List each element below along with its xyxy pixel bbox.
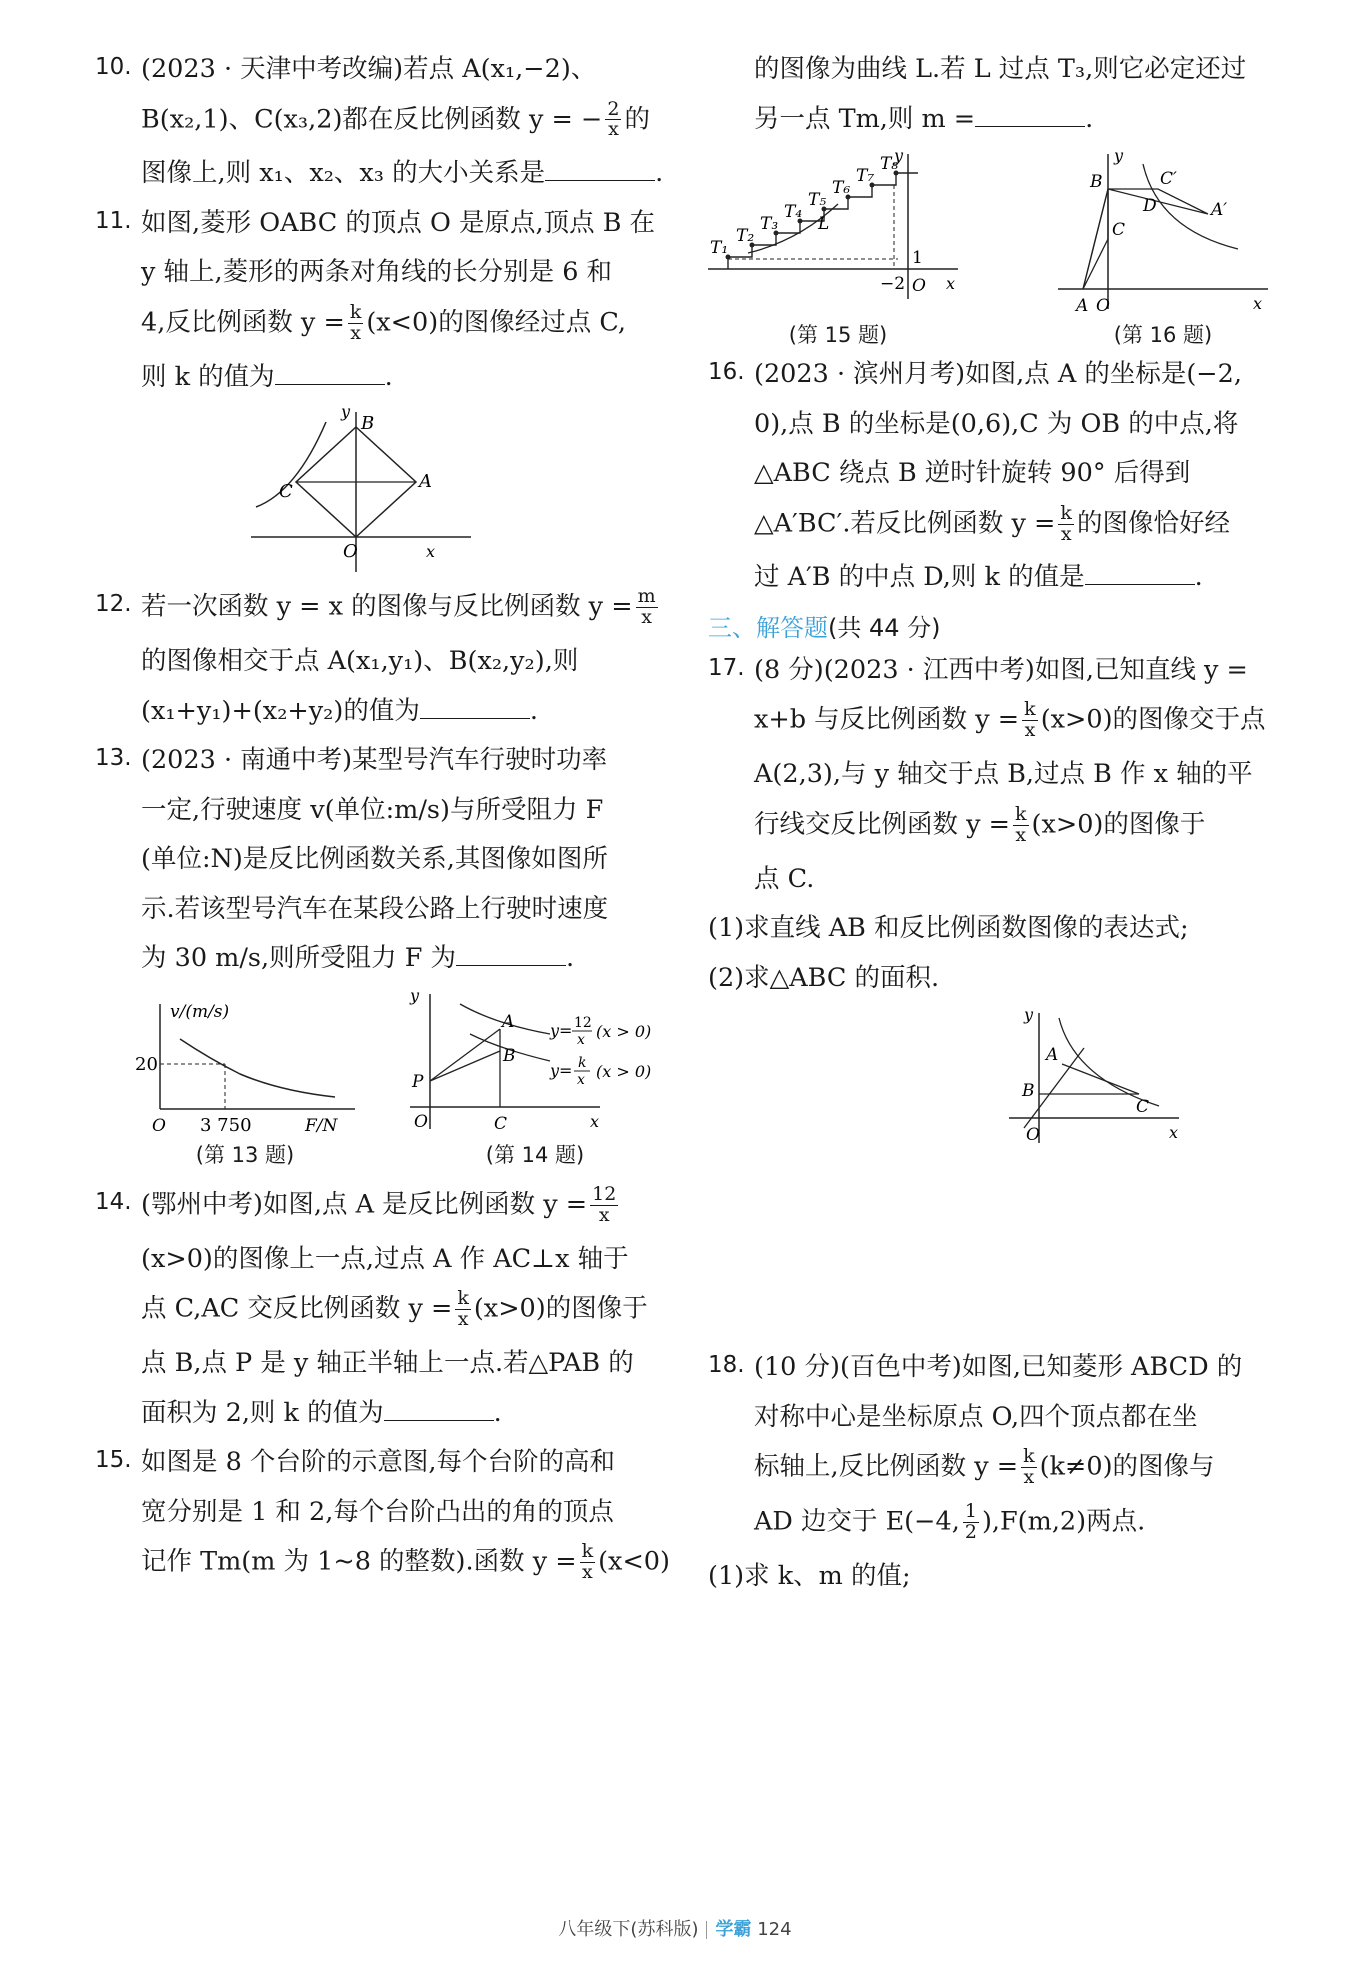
svg-text:y: y bbox=[410, 988, 420, 1005]
figure-13: v/(m/s) 20 3 750 F/N O (第 13 题) bbox=[130, 989, 360, 1169]
svg-text:T₄: T₄ bbox=[784, 202, 803, 223]
rhombus-figure bbox=[241, 407, 481, 577]
left-column bbox=[95, 48, 675, 1597]
answer-blank[interactable] bbox=[384, 1398, 494, 1421]
svg-text:k: k bbox=[578, 1054, 587, 1071]
figures-15-16 bbox=[708, 149, 1278, 349]
svg-text:B: B bbox=[1022, 1081, 1035, 1102]
question-number: 16. bbox=[708, 359, 745, 386]
svg-text:x: x bbox=[1169, 1123, 1179, 1143]
fraction: $\frac{k}{x}$ bbox=[349, 300, 362, 344]
fraction: $\frac{12}{x}$ bbox=[592, 1182, 617, 1226]
fraction: $\frac{k}{x}$ bbox=[457, 1287, 469, 1331]
svg-text:T₈: T₈ bbox=[880, 154, 899, 175]
figure-15: T₁ T₂ T₃ T₄ T₅ T₆ T₇ T₈ L −2 1 O x y (第 15 题) bbox=[708, 149, 968, 349]
svg-text:O: O bbox=[912, 276, 926, 297]
figure-13-graph bbox=[130, 989, 360, 1139]
svg-text:C: C bbox=[1112, 220, 1126, 241]
label-A: A bbox=[419, 471, 432, 493]
svg-text:T₃: T₃ bbox=[760, 214, 779, 235]
svg-text:B: B bbox=[503, 1045, 516, 1066]
figure-16-graph bbox=[1048, 149, 1278, 319]
answer-blank[interactable] bbox=[420, 696, 530, 719]
svg-text:x: x bbox=[590, 1111, 600, 1131]
label-B: B bbox=[361, 413, 375, 435]
svg-text:O: O bbox=[1026, 1125, 1040, 1146]
fraction: $\frac{k}{x}$ bbox=[1014, 802, 1027, 846]
question-15-continued: 的图像为曲线 L.若 L 过点 T₃,则它必定还过 另一点 Tm,则 m = . bbox=[754, 54, 1247, 134]
svg-text:3 750: 3 750 bbox=[200, 1114, 252, 1136]
svg-text:P: P bbox=[412, 1071, 424, 1092]
svg-text:(x > 0): (x > 0) bbox=[596, 1061, 652, 1081]
svg-text:x: x bbox=[577, 1031, 585, 1048]
svg-text:A: A bbox=[1076, 296, 1089, 317]
svg-text:y: y bbox=[1114, 149, 1124, 166]
svg-text:T₆: T₆ bbox=[832, 178, 851, 199]
svg-text:C′: C′ bbox=[1160, 169, 1177, 190]
question-number: 17. bbox=[708, 654, 745, 681]
svg-text:12: 12 bbox=[574, 1014, 592, 1031]
fraction: $\frac{k}{x}$ bbox=[1024, 698, 1036, 742]
svg-text:T₇: T₇ bbox=[856, 166, 875, 187]
figure-16: B C C′ D A′ A O x y (第 16 题) bbox=[1048, 149, 1278, 349]
answer-blank[interactable] bbox=[456, 943, 566, 966]
svg-text:A: A bbox=[502, 1011, 515, 1032]
footer-brand: 学霸 bbox=[715, 1919, 752, 1940]
svg-text:O: O bbox=[152, 1115, 166, 1136]
fraction: $\frac{m}{x}$ bbox=[637, 585, 656, 629]
figures-13-14 bbox=[130, 989, 670, 1169]
question-14: 14. (鄂州中考)如图,点 A 是反比例函数 y = $\frac{12}{x}$ (x>0)的图像上一点,过点 A 作 AC⊥x 轴于 点 C,AC 交反比例函数 y = $\frac{k}{x}$ (x>0)的图像于 点 B,点 P 是 y 轴正半轴上一点.若△PAB 的 面积为 2,则 k 的值为 . bbox=[95, 1182, 648, 1428]
svg-text:F/N: F/N bbox=[305, 1115, 338, 1136]
question-18: 18. (10 分)(百色中考)如图,已知菱形 ABCD 的 对称中心是坐标原点 O,四个顶点都在坐 标轴上,反比例函数 y = $\frac{k}{x}$ (k≠0)的图像与 AD 边交于 E(−4, $\frac{1}{2}$ ),F(m,2)两点. (1)求 k、m 的值; bbox=[708, 1348, 1293, 1596]
fraction: $\frac{k}{x}$ bbox=[1060, 501, 1072, 545]
svg-text:A′: A′ bbox=[1211, 200, 1228, 221]
question-number: 15. bbox=[95, 1447, 132, 1474]
question-12: 12. 若一次函数 y = x 的图像与反比例函数 y = $\frac{m}{x}$ 的图像相交于点 A(x₁,y₁)、B(x₂,y₂),则 (x₁+y₁)+(x₂+y₂)的值为 . bbox=[95, 585, 656, 726]
svg-text:x: x bbox=[577, 1071, 585, 1088]
label-O: O bbox=[343, 541, 358, 563]
svg-text:−2: −2 bbox=[880, 274, 906, 295]
question-number: 10. bbox=[95, 54, 132, 80]
answer-blank[interactable] bbox=[1085, 562, 1195, 585]
fraction: $\frac{1}{2}$ bbox=[964, 1500, 977, 1544]
figure-17-graph bbox=[1004, 1008, 1184, 1148]
question-number: 18. bbox=[708, 1352, 745, 1379]
answer-blank[interactable] bbox=[545, 158, 655, 181]
label-x: x bbox=[426, 542, 436, 562]
question-17: 17. (8 分)(2023 · 江西中考)如图,已知直线 y = x+b 与反比例函数 y = $\frac{k}{x}$ (x>0)的图像交于点 A(2,3),与 y 轴交于点 B,过点 B 作 x 轴的平 行线交反比例函数 y = $\frac{k}{x}$ (x>0)的图像于 点 C. (1)求直线 AB 和反比例函数图像的表达式; (2)求△ABC 的面积. A B C O x y bbox=[708, 651, 1293, 1148]
fraction: $\frac{2}{x}$ bbox=[607, 97, 620, 141]
svg-text:T₅: T₅ bbox=[808, 190, 827, 211]
svg-text:y: y bbox=[1024, 1008, 1034, 1025]
svg-text:(x > 0): (x > 0) bbox=[596, 1021, 652, 1041]
svg-text:C: C bbox=[494, 1113, 508, 1134]
svg-text:D: D bbox=[1143, 196, 1157, 217]
svg-text:O: O bbox=[414, 1111, 428, 1132]
svg-text:B: B bbox=[1090, 172, 1103, 193]
question-number: 14. bbox=[95, 1188, 132, 1215]
svg-text:O: O bbox=[1096, 296, 1110, 317]
question-15: 15. 如图是 8 个台阶的示意图,每个台阶的高和 宽分别是 1 和 2,每个台阶凸出的角的顶点 记作 Tm(m 为 1~8 的整数).函数 y = $\frac{k}{x}$ (x<0) bbox=[95, 1443, 675, 1583]
svg-text:y=: y= bbox=[550, 1020, 573, 1040]
question-number: 13. bbox=[95, 745, 132, 772]
label-y: y bbox=[341, 407, 351, 422]
question-11: 11. 如图,菱形 OABC 的顶点 O 是原点,顶点 B 在 y 轴上,菱形的两条对角线的长分别是 6 和 4,反比例函数 y = $\frac{k}{x}$ (x<0)的图像经过点 C, 则 k 的值为 . B A C O x y bbox=[95, 204, 675, 577]
footer-grade: 八年级下(苏科版) bbox=[558, 1919, 699, 1940]
fraction: $\frac{k}{x}$ bbox=[581, 1540, 594, 1584]
figure-14-graph bbox=[400, 989, 670, 1139]
question-13: 13. (2023 · 南通中考)某型号汽车行驶时功率 一定,行驶速度 v(单位:m/s)与所受阻力 F (单位:N)是反比例函数关系,其图像如图所 示.若该型号汽车在某段公路上行驶时速度 为 30 m/s,则所受阻力 F 为 . bbox=[95, 741, 675, 979]
svg-text:y=: y= bbox=[550, 1060, 573, 1080]
divider bbox=[706, 1921, 707, 1939]
figure-14: y A B P O C x y= 12 x (x > 0) y= k x (x > 0) (第 14 题) bbox=[400, 989, 670, 1169]
fraction: $\frac{k}{x}$ bbox=[1023, 1445, 1035, 1489]
svg-text:T₁: T₁ bbox=[710, 238, 729, 259]
svg-text:v/(m/s): v/(m/s) bbox=[170, 1001, 230, 1022]
question-10: 10. (2023 · 天津中考改编)若点 A(x₁,−2)、 B(x₂,1)、C(x₃,2)都在反比例函数 y = − $\frac{2}{x}$ 的 图像上,则 x₁、x₂、x₃ 的大小关系是 . bbox=[95, 50, 675, 194]
answer-blank[interactable] bbox=[975, 104, 1085, 127]
page-number: 124 bbox=[757, 1919, 792, 1940]
label-C: C bbox=[279, 481, 293, 503]
question-16: 16. (2023 · 滨州月考)如图,点 A 的坐标是(−2, 0),点 B 的坐标是(0,6),C 为 OB 的中点,将 △ABC 绕点 B 逆时针旋转 90° 后得到 △A′BC′.若反比例函数 y = $\frac{k}{x}$ 的图像恰好经 过 A′B 的中点 D,则 k 的值是 . bbox=[708, 355, 1293, 598]
svg-text:x: x bbox=[946, 274, 956, 294]
answer-blank[interactable] bbox=[275, 362, 385, 385]
section-heading: 三、解答题(共 44 分) bbox=[708, 613, 941, 642]
svg-text:1: 1 bbox=[912, 248, 923, 269]
question-number: 12. bbox=[95, 591, 132, 618]
svg-text:L: L bbox=[818, 214, 830, 235]
page-footer bbox=[0, 1915, 1350, 1941]
svg-text:T₂: T₂ bbox=[736, 226, 755, 247]
svg-text:C: C bbox=[1136, 1097, 1150, 1118]
question-number: 11. bbox=[95, 207, 132, 234]
svg-text:20: 20 bbox=[135, 1053, 158, 1075]
right-column bbox=[708, 48, 1293, 1607]
figure-15-graph bbox=[708, 149, 968, 319]
svg-text:A: A bbox=[1046, 1045, 1059, 1066]
svg-text:y: y bbox=[894, 149, 904, 166]
svg-text:x: x bbox=[1253, 294, 1263, 314]
